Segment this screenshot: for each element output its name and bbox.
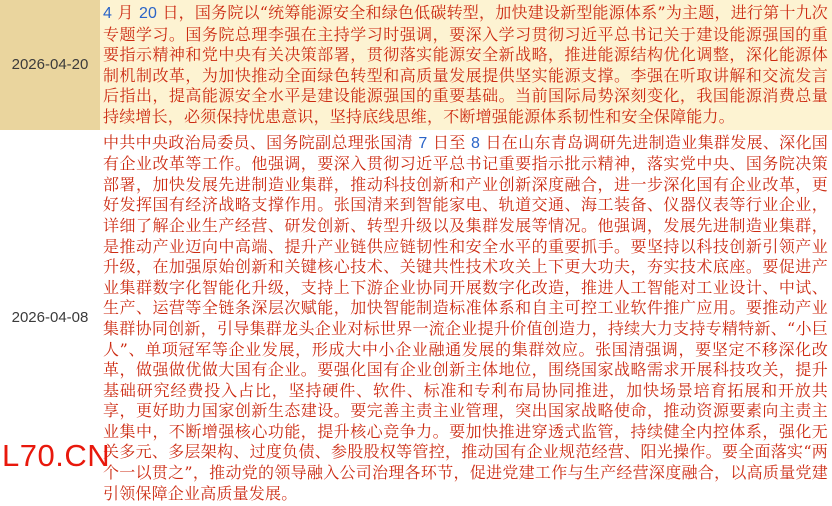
news-text (100, 130, 832, 506)
inline-text: 月 (112, 3, 139, 22)
inline-number: 7 (418, 134, 428, 152)
news-date: 2026-04-20 (0, 0, 100, 130)
news-text (100, 0, 832, 130)
inline-number: 8 (470, 134, 481, 152)
site-logo-link[interactable]: L70.CN (2, 438, 111, 473)
inline-text: 日在山东青岛调研先进制造业集群发展、深化国有企业改革等工作。他强调，要深入贯彻习近平总书记重要指示批示精神，落实党中央、国务院决策部署，加快发展先进制造业集群，推动科技创新和产业创新深度融合，进一步深化国有企业改革，更好发挥国有经济战略支撑作用。张国清来到智能家电、轨道交通、海工装备、仪器仪表等行业企业，详细了解企业生产经营、研发创新、转型升级以及集群发展等情况。他强调，发展先进制造业集群，是推动产业迈向中高端、提升产业链供应链韧性和安全水平的重要抓手。要坚持以科技创新引领产业升级，在加强原始创新和关键核心技术、关键共性技术攻关上下更大功夫，夯实技术底座。要促进产业集群数字化智能化升级，支持上下游企业协同开展数字化改造，推进人工智能对工业设计、中试、生产、运营等全链条深层次赋能，加快智能制造标准体系和自主可控工业软件推广应用。要推动产业集群协同创新，引导集群龙头企业对标世界一流企业提升价值创造力，持续大力支持专精特新、“小巨人”、单项冠军等企业发展，形成大中小企业融通发展的集群效应。张国清强调，要坚定不移深化改革，做强做优做大国有企业。要强化国有企业创新主体地位，围绕国家战略需求开展科技攻关，提升基础研究经费投入占比，坚持硬件、软件、标准和专利布局协同推进，加快场景培育拓展和开放共享，更好助力国家创新生态建设。要完善主责主业管理，突出国家战略使命，推动资源要素向主责主业集中，不断增强核心功能，提升核心竞争力。要加快推进穿透式监管，持续健全内控体系，强化无关多元、多层架构、过度负债、参股股权等管控，推动国有企业规范经营、阳光操作。要全面落实“两个一以贯之”，推动党的领导融入公司治理各环节，促进党建工作与生产经营深度融合，以高质量党建引领保障企业高质量发展。 (103, 132, 828, 503)
inline-text: 日，国务院以“统筹能源安全和绿色低碳转型，加快建设新型能源体系”为主题，进行第十九次专题学习。国务院总理李强在主持学习时强调，要深入学习贯彻习近平总书记关于建设能源强国的重要指示精神和党中央有关决策部署，贯彻落实能源安全新战略，推进能源结构优化调整，深化能源体制机制改革，为加快推动全面绿色转型和高质量发展提供坚实能源支撑。李强在听取讲解和交流发言后指出，提高能源安全水平是建设能源强国的重要基础。当前国际局势深刻变化，我国能源消费总量持续增长，必须保持忧患意识，坚持底线思维，不断增强能源体系韧性和安全保障能力。 (103, 3, 829, 126)
inline-number: 4 (103, 5, 113, 22)
news-row-2026-04-08 (0, 130, 832, 506)
inline-text: 日至 (427, 132, 471, 152)
inline-text: 中共中央政治局委员、国务院副总理张国清 (103, 132, 419, 152)
news-row-2026-04-20 (0, 0, 832, 130)
inline-number: 20 (138, 5, 158, 22)
news-date: 2026-04-08 (11, 309, 89, 327)
